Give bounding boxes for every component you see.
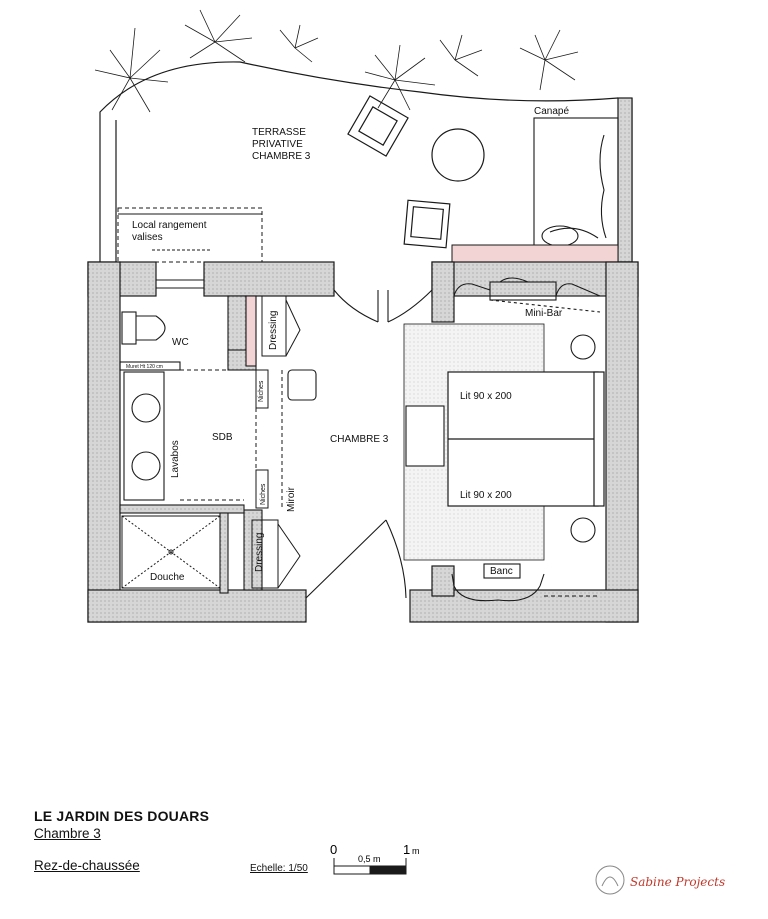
label-niches-bottom: Niches — [260, 483, 267, 505]
label-storage-2: valises — [132, 232, 163, 243]
label-terrace-3: CHAMBRE 3 — [252, 151, 311, 162]
desk — [406, 406, 444, 466]
label-bedroom: CHAMBRE 3 — [330, 434, 389, 445]
label-bathroom: SDB — [212, 432, 233, 443]
project-title: LE JARDIN DES DOUARS — [34, 808, 210, 824]
label-mirror: Miroir — [286, 487, 297, 512]
label-bed-bottom: Lit 90 x 200 — [460, 490, 512, 501]
label-wc: WC — [172, 337, 189, 348]
sofa-icon — [534, 118, 618, 248]
label-minibar: Mini-Bar — [525, 308, 563, 319]
room-title: Chambre 3 — [34, 826, 101, 841]
scale-bar — [330, 842, 420, 874]
title-block — [34, 808, 209, 841]
logo — [596, 866, 725, 894]
label-terrace-2: PRIVATIVE — [252, 139, 303, 150]
basin-icon — [120, 362, 180, 500]
label-niches-top: Niches — [258, 380, 265, 402]
armchair-icon — [348, 96, 408, 156]
label-terrace-1: TERRASSE — [252, 127, 306, 138]
round-table-icon — [432, 129, 484, 181]
logo-text: Sabine Projects — [630, 875, 726, 889]
label-dressing-bottom: Dressing — [254, 532, 265, 572]
label-shower: Douche — [150, 572, 185, 583]
toilet-icon — [122, 312, 165, 344]
terrace-strip — [452, 245, 618, 262]
scale-tick-1: 1 — [403, 842, 411, 857]
terrace — [100, 62, 632, 262]
armchair-icon — [404, 200, 450, 247]
level-title: Rez-de-chaussée — [34, 858, 140, 873]
label-low-wall: Muret Ht 120 cm — [126, 364, 163, 370]
label-bench: Banc — [490, 566, 513, 577]
label-dressing-top: Dressing — [268, 310, 279, 350]
label-bed-top: Lit 90 x 200 — [460, 391, 512, 402]
label-basins: Lavabos — [170, 440, 181, 478]
label-storage-1: Local rangement — [132, 220, 207, 231]
label-sofa: Canapé — [534, 106, 570, 117]
plant-icon — [95, 10, 578, 112]
window — [156, 280, 204, 288]
scale-unit: m — [412, 846, 420, 856]
scale-tick-mid: 0,5 m — [358, 854, 381, 864]
scale-label: Echelle: 1/50 — [250, 863, 308, 874]
stool-icon — [288, 370, 316, 400]
scale-tick-0: 0 — [330, 842, 338, 857]
